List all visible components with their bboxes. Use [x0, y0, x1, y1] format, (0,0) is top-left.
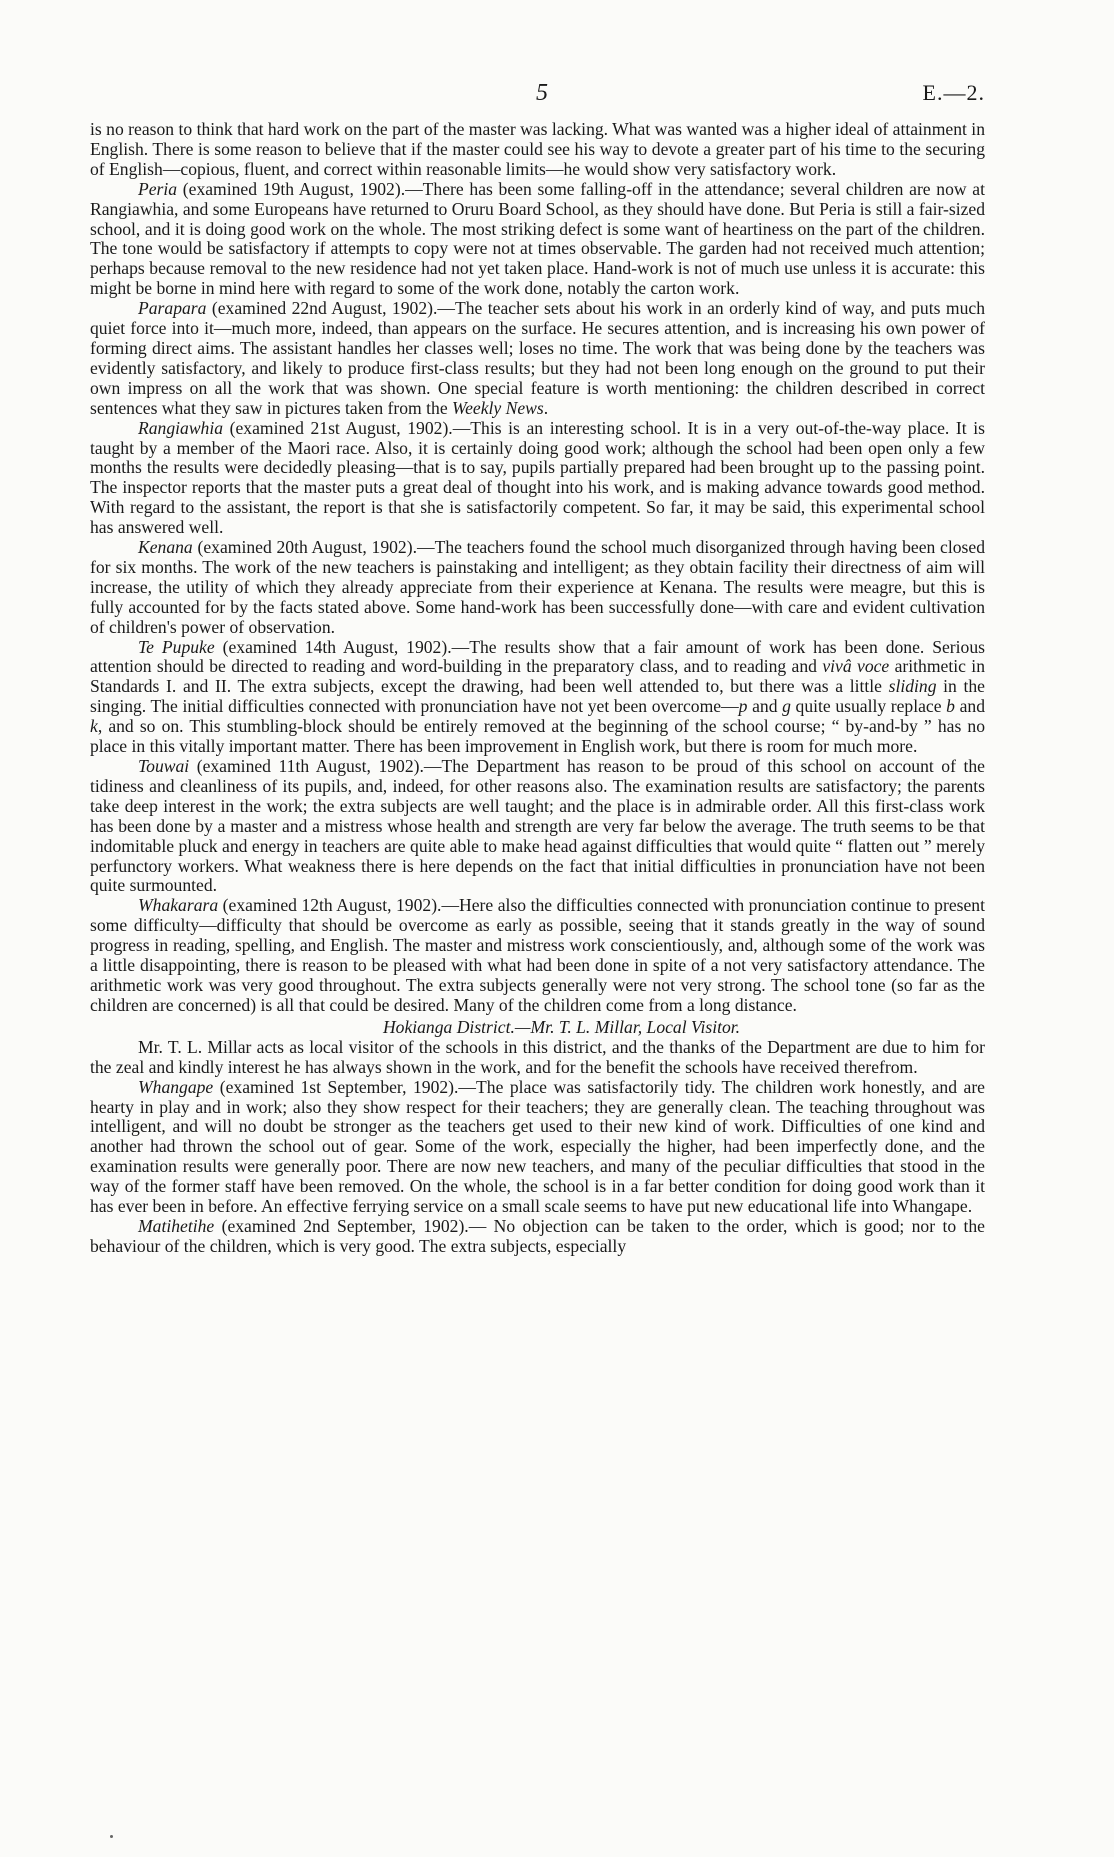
- paragraph-text: (examined 22nd August, 1902).—The teacher sets about his work in an orderly kind of way, and puts much quiet force into it—much more, indeed, than appears on the surface. He secures attention, and is increasing his own power of forming direct aims. The assistant handles her classes well; loses no time. The work that was being done by the teachers was evidently satisfactory, and likely to produce first-class results; but they had not been long enough on the ground to put their own impress on all the work that was shown. One special feature is worth mentioning: the children described in correct sentences what they saw in pictures taken from the: [90, 298, 985, 418]
- paragraph-text: Mr. T. L. Millar acts as local visitor of the schools in this district, and the thanks of the Department are due to him for the zeal and kindly interest he has always shown in the work, and for the benefit the schools have received therefrom.: [90, 1036, 985, 1077]
- scan-speck: [110, 1835, 113, 1838]
- paragraph-text: (examined 11th August, 1902).—The Department has reason to be proud of this school on account of the tidiness and cleanliness of its pupils, and, indeed, for other reasons also. The examination results are satisfactory; the parents take deep interest in the work; the extra subjects are well taught; and the place is in admirable order. All this first-class work has been done by a master and a mistress whose health and strength are very far below the average. The truth seems to be that indomitable pluck and energy in teachers are quite able to make head against difficulties that would quite “ flatten out ” merely perfunctory workers. What weakness there is here depends on the fact that initial difficulties in pronunciation have not been quite surmounted.: [90, 756, 985, 896]
- publication-name: Weekly News: [452, 397, 544, 418]
- paragraph-text: (examined 14th August, 1902).—The results show that a fair amount of work has been done. Serious attention should be directed to reading and word-building in the preparatory class, and to reading and: [90, 636, 985, 677]
- emphasis: p: [738, 696, 748, 717]
- emphasis: g: [782, 696, 791, 717]
- paragraph-whangape: [90, 1078, 985, 1217]
- paragraph-matihetihe: [90, 1217, 985, 1257]
- paragraph-parapara: [90, 299, 985, 418]
- emphasis: sliding: [888, 676, 937, 697]
- school-name: Te Pupuke: [138, 636, 215, 657]
- page-number: 5: [536, 80, 548, 106]
- paragraph-text: (examined 12th August, 1902).—Here also the difficulties connected with pronunciation continue to present some difficulty—difficulty that should be overcome as early as possible, seeing that it stands greatly in the way of sound progress in reading, spelling, and English. The master and mistress work conscientiously, and, although some of the work was a little disappointing, there is reason to be pleased with what had been done in spite of a not very satisfactory attendance. The arithmetic work was very good throughout. The extra subjects generally were not very strong. The school tone (so far as the children are concerned) is all that could be desired. Many of the children come from a long distance.: [90, 895, 985, 1015]
- paragraph-text: (examined 2nd September, 1902).— No objection can be taken to the order, which is good; nor to the behaviour of the children, which is very good. The extra subjects, especially: [90, 1215, 985, 1256]
- emphasis: k: [90, 716, 98, 737]
- document-reference: E.—2.: [922, 80, 985, 105]
- paragraph-text: and: [954, 696, 985, 717]
- school-name: Kenana: [138, 537, 193, 558]
- paragraph-text: , and so on. This stumbling-block should be entirely removed at the beginning of the school course; “ by-and-by ” has no place in this vitally important matter. There has been improvement in English work, but there is room for much more.: [90, 716, 985, 757]
- document-page: [90, 72, 985, 1257]
- emphasis: b: [946, 696, 955, 717]
- paragraph-text: (examined 1st September, 1902).—The place was satisfactorily tidy. The children work honestly, and are hearty in play and in work; also they show respect for their teachers; they are generally clean. The teaching throughout was intelligent, and will no doubt be stronger as the teachers get used to their new kind of work. Difficulties of one kind and another had thrown the school out of gear. Some of the work, especially the higher, had been imperfectly done, and the examination results were generally poor. There are now new teachers, and many of the peculiar difficulties that stood in the way of the former staff have been removed. On the whole, the school is in a far better condition for doing good work than it has ever been in before. An effective ferrying service on a small scale seems to have put new educational life into Whangape.: [90, 1076, 985, 1217]
- paragraph-tail: .: [543, 397, 549, 418]
- paragraph-te-pupuke: [90, 638, 985, 757]
- school-name: Parapara: [138, 298, 207, 319]
- body-text: [90, 120, 985, 1257]
- paragraph-local-visitor: [90, 1038, 985, 1078]
- paragraph-text: is no reason to think that hard work on the part of the master was lacking. What was wanted was a higher ideal of attainment in English. There is some reason to believe that if the master could see his way to devote a greater part of his time to the securing of English—copious, fluent, and correct within reasonable limits—he would show very satisfactory work.: [90, 119, 985, 179]
- paragraph-text: and: [747, 696, 783, 717]
- paragraph-rangiawhia: [90, 419, 985, 538]
- paragraph-text: quite usually replace: [790, 696, 947, 717]
- section-heading: Hokianga District.—Mr. T. L. Millar, Local Visitor.: [382, 1016, 741, 1037]
- paragraph-touwai: [90, 757, 985, 896]
- paragraph-continued: [90, 120, 985, 180]
- school-name: Matihetihe: [138, 1215, 215, 1236]
- paragraph-text: in the singing. The initial difficulties connected with pronunciation have not yet been overcome—: [90, 676, 985, 717]
- paragraph-kenana: [90, 538, 985, 638]
- paragraph-whakarara: [90, 896, 985, 1015]
- paragraph-text: (examined 19th August, 1902).—There has been some falling-off in the attendance; several children are now at Rangiawhia, and some Europeans have returned to Oruru Board School, as they should have done. But Peria is still a fair-sized school, and it is doing good work on the whole. The most striking defect is some want of heartiness on the part of the children. The tone would be satisfactory if attempts to copy were not at times observable. The garden had not received much attention; perhaps because removal to the new residence had not yet taken place. Hand-work is not of much use unless it is accurate: this might be borne in mind here with regard to some of the work done, notably the carton work.: [90, 178, 985, 299]
- school-name: Touwai: [138, 756, 190, 776]
- paragraph-text: arithmetic in Standards I. and II. The extra subjects, except the drawing, had been well attended to, but there was a little: [90, 656, 985, 697]
- paragraph-text: (examined 21st August, 1902).—This is an interesting school. It is in a very out-of-the-way place. It is taught by a member of the Maori race. Also, it is certainly doing good work; although the school had been open only a few months the results were decidedly pleasing—that is to say, pupils partially prepared had been brought up to the passing point. The inspector reports that the master puts a great deal of thought into his work, and is making advance towards good method. With regard to the assistant, the report is that she is satisfactorily competent. So far, it may be said, this experimental school has answered well.: [90, 417, 985, 538]
- emphasis: vivâ voce: [822, 656, 890, 677]
- school-name: Whakarara: [138, 895, 219, 916]
- paragraph-text: (examined 20th August, 1902).—The teachers found the school much disorganized through having been closed for six months. The work of the new teachers is painstaking and intelligent; as they obtain facility their directness of aim will increase, the utility of which they already appreciate from their experience at Kenana. The results were meagre, but this is fully accounted for by the facts stated above. Some hand-work has been successfully done—with care and evident cultivation of children's power of observation.: [90, 537, 985, 637]
- paragraph-peria: [90, 180, 985, 299]
- page-header: [90, 72, 985, 120]
- school-name: Rangiawhia: [138, 417, 224, 438]
- school-name: Whangape: [138, 1076, 214, 1097]
- school-name: Peria: [138, 178, 178, 199]
